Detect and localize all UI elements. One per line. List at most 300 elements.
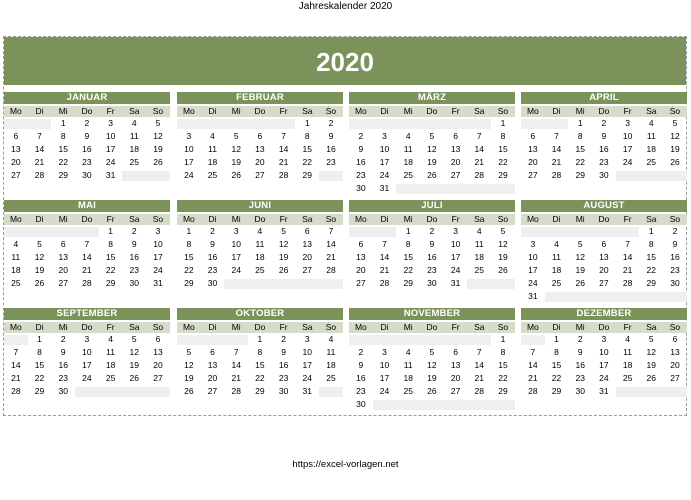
day-cell: 15 — [58, 144, 68, 154]
week-row — [177, 143, 343, 156]
day-cell: 7 — [625, 239, 630, 249]
day-cell: 11 — [129, 131, 139, 141]
day-cell: 20 — [207, 373, 218, 383]
day-cell: 22 — [302, 157, 313, 167]
week-row — [521, 333, 687, 346]
day-cell: 15 — [575, 144, 585, 154]
day-cell: 18 — [326, 360, 336, 370]
day-cell: 12 — [427, 144, 437, 154]
day-cell: 11 — [208, 144, 217, 154]
empty-day-cell — [545, 119, 569, 129]
empty-day-cell — [420, 335, 444, 345]
day-cell: 19 — [34, 265, 45, 275]
day-cell: 22 — [403, 265, 413, 275]
empty-day-cell — [444, 119, 468, 129]
day-cell: 18 — [646, 144, 657, 154]
day-cell: 1 — [405, 226, 411, 236]
day-cell: 7 — [476, 131, 482, 141]
day-cell: 25 — [129, 157, 140, 167]
day-cell: 29 — [646, 278, 657, 288]
weekday-header-row — [521, 322, 687, 333]
empty-day-cell — [75, 387, 99, 397]
day-cell: 27 — [599, 278, 609, 288]
day-cell: 2 — [577, 334, 583, 344]
day-cell: 4 — [131, 118, 137, 128]
day-cell: 7 — [554, 131, 559, 141]
week-row — [4, 130, 170, 143]
day-cell: 21 — [231, 373, 241, 383]
week-row — [521, 130, 687, 143]
empty-day-cell — [491, 400, 515, 410]
empty-day-cell — [122, 387, 146, 397]
day-cell: 4 — [108, 334, 113, 344]
week-row — [521, 169, 687, 182]
weekday-label: Fr — [99, 106, 123, 117]
day-cell: 15 — [105, 252, 116, 262]
day-cell: 18 — [255, 252, 265, 262]
weekday-label: Sa — [467, 322, 491, 333]
day-cell: 12 — [427, 360, 437, 370]
empty-day-cell — [639, 171, 663, 181]
day-cell: 18 — [474, 252, 485, 262]
day-cell: 25 — [255, 265, 265, 275]
month-block — [349, 92, 515, 195]
weekday-label: Mo — [349, 322, 373, 333]
month-name: MAI — [4, 200, 170, 212]
empty-day-cell — [122, 171, 146, 181]
day-cell: 29 — [34, 386, 45, 396]
day-cell: 21 — [551, 157, 562, 167]
day-cell: 25 — [403, 170, 413, 180]
day-cell: 30 — [599, 170, 609, 180]
day-cell: 15 — [498, 360, 508, 370]
empty-day-cell — [396, 335, 420, 345]
day-cell: 26 — [34, 278, 45, 288]
day-cell: 24 — [450, 265, 461, 275]
empty-day-cell — [248, 119, 272, 129]
weekday-label: Di — [201, 106, 225, 117]
day-cell: 10 — [599, 347, 609, 357]
empty-day-cell — [373, 119, 397, 129]
day-cell: 22 — [34, 373, 45, 383]
day-cell: 10 — [528, 252, 538, 262]
empty-day-cell — [248, 279, 272, 289]
week-row — [177, 130, 343, 143]
day-cell: 17 — [105, 144, 116, 154]
weekday-label: Di — [201, 322, 225, 333]
day-cell: 20 — [528, 157, 538, 167]
day-cell: 12 — [231, 144, 241, 154]
week-row — [4, 333, 170, 346]
day-cell: 21 — [528, 373, 538, 383]
weekday-label: So — [319, 106, 343, 117]
empty-day-cell — [177, 335, 201, 345]
empty-day-cell — [99, 387, 123, 397]
day-cell: 9 — [210, 239, 215, 249]
day-cell: 31 — [599, 386, 609, 396]
weekday-label: Di — [373, 322, 397, 333]
weekday-label: Di — [545, 322, 569, 333]
empty-day-cell — [521, 227, 545, 237]
weekday-label: Di — [28, 214, 52, 225]
day-cell: 7 — [37, 131, 42, 141]
week-row — [177, 264, 343, 277]
day-cell: 9 — [281, 347, 286, 357]
day-cell: 27 — [153, 373, 163, 383]
day-cell: 2 — [672, 226, 678, 236]
empty-day-cell — [616, 292, 640, 302]
day-cell: 4 — [257, 226, 263, 236]
day-cell: 11 — [403, 144, 413, 154]
empty-day-cell — [420, 184, 444, 194]
empty-day-cell — [272, 279, 296, 289]
day-cell: 24 — [82, 373, 92, 383]
month-block — [349, 308, 515, 411]
month-name: AUGUST — [521, 200, 687, 212]
month-block — [521, 92, 687, 182]
day-cell: 4 — [405, 347, 411, 357]
day-cell: 24 — [599, 373, 609, 383]
empty-day-cell — [491, 184, 515, 194]
day-cell: 1 — [60, 118, 66, 128]
week-row — [177, 169, 343, 182]
day-cell: 1 — [257, 334, 263, 344]
empty-day-cell — [616, 171, 640, 181]
empty-day-cell — [75, 227, 99, 237]
weekday-label: Do — [592, 322, 616, 333]
day-cell: 17 — [450, 252, 461, 262]
day-cell: 31 — [528, 291, 538, 301]
empty-day-cell — [224, 119, 248, 129]
weekday-label: Di — [545, 106, 569, 117]
day-cell: 29 — [58, 170, 68, 180]
week-row — [177, 372, 343, 385]
week-row — [349, 385, 515, 398]
empty-day-cell — [4, 119, 28, 129]
weekday-header-row — [4, 106, 170, 117]
day-cell: 14 — [474, 360, 485, 370]
week-row — [349, 130, 515, 143]
day-cell: 23 — [356, 386, 366, 396]
weekday-label: Do — [248, 322, 272, 333]
month-name: JANUAR — [4, 92, 170, 104]
week-row — [521, 117, 687, 130]
day-cell: 20 — [670, 360, 680, 370]
day-cell: 5 — [281, 226, 286, 236]
empty-day-cell — [51, 227, 75, 237]
weekday-label: Mi — [568, 214, 592, 225]
weekday-label: So — [663, 322, 687, 333]
month-name: DEZEMBER — [521, 308, 687, 320]
empty-day-cell — [349, 227, 373, 237]
empty-day-cell — [4, 227, 28, 237]
day-cell: 17 — [82, 360, 92, 370]
day-cell: 21 — [326, 252, 336, 262]
day-cell: 10 — [450, 239, 461, 249]
empty-day-cell — [28, 119, 52, 129]
day-cell: 8 — [108, 239, 113, 249]
day-cell: 17 — [302, 360, 313, 370]
day-cell: 17 — [379, 157, 390, 167]
day-cell: 8 — [304, 131, 310, 141]
empty-day-cell — [521, 335, 545, 345]
day-cell: 27 — [670, 373, 680, 383]
weekday-label: Mo — [177, 214, 201, 225]
day-cell: 10 — [379, 360, 390, 370]
week-row — [521, 264, 687, 277]
day-cell: 29 — [551, 386, 562, 396]
empty-day-cell — [4, 335, 28, 345]
day-cell: 12 — [129, 347, 140, 357]
day-cell: 10 — [82, 347, 92, 357]
day-cell: 2 — [358, 131, 364, 141]
day-cell: 12 — [278, 239, 289, 249]
day-cell: 12 — [153, 131, 163, 141]
day-cell: 23 — [82, 157, 92, 167]
day-cell: 14 — [82, 252, 92, 262]
day-cell: 6 — [257, 131, 263, 141]
day-cell: 25 — [403, 386, 413, 396]
day-cell: 13 — [599, 252, 609, 262]
day-cell: 2 — [60, 334, 66, 344]
day-cell: 3 — [304, 334, 310, 344]
day-cell: 26 — [231, 170, 241, 180]
day-cell: 6 — [13, 131, 19, 141]
day-cell: 28 — [379, 278, 390, 288]
day-cell: 15 — [302, 144, 313, 154]
day-cell: 31 — [379, 183, 390, 193]
day-cell: 26 — [670, 157, 680, 167]
day-cell: 26 — [129, 373, 140, 383]
day-cell: 27 — [450, 170, 461, 180]
month-block — [177, 200, 343, 290]
weekday-label: So — [491, 322, 515, 333]
day-cell: 2 — [84, 118, 90, 128]
empty-day-cell — [639, 387, 663, 397]
day-cell: 28 — [551, 170, 562, 180]
day-cell: 17 — [379, 373, 390, 383]
weekday-label: Fr — [272, 322, 296, 333]
day-cell: 17 — [599, 360, 609, 370]
day-cell: 10 — [231, 239, 241, 249]
day-cell: 13 — [528, 144, 538, 154]
day-cell: 5 — [672, 118, 678, 128]
day-cell: 14 — [326, 239, 336, 249]
day-cell: 8 — [500, 347, 506, 357]
day-cell: 8 — [186, 239, 192, 249]
day-cell: 7 — [328, 226, 334, 236]
empty-day-cell — [420, 400, 444, 410]
day-cell: 11 — [474, 239, 484, 249]
day-cell: 12 — [34, 252, 45, 262]
day-cell: 21 — [82, 265, 92, 275]
day-cell: 28 — [82, 278, 92, 288]
day-cell: 26 — [427, 170, 437, 180]
week-row — [4, 251, 170, 264]
empty-day-cell — [467, 119, 491, 129]
day-cell: 16 — [278, 360, 289, 370]
day-cell: 19 — [184, 373, 194, 383]
day-cell: 23 — [356, 170, 366, 180]
day-cell: 15 — [551, 360, 562, 370]
day-cell: 16 — [82, 144, 92, 154]
month-block — [349, 200, 515, 290]
empty-day-cell — [373, 335, 397, 345]
empty-day-cell — [616, 387, 640, 397]
day-cell: 6 — [453, 131, 458, 141]
day-cell: 6 — [358, 239, 364, 249]
week-row — [349, 117, 515, 130]
week-row — [4, 143, 170, 156]
week-row — [349, 333, 515, 346]
weekday-header-row — [521, 106, 687, 117]
day-cell: 29 — [255, 386, 265, 396]
year-banner: 2020 — [4, 37, 686, 85]
month-block — [521, 200, 687, 303]
day-cell: 1 — [304, 118, 310, 128]
day-cell: 31 — [105, 170, 116, 180]
day-cell: 24 — [184, 170, 194, 180]
day-cell: 19 — [427, 157, 437, 167]
day-cell: 3 — [108, 118, 113, 128]
day-cell: 17 — [622, 144, 633, 154]
week-row — [349, 372, 515, 385]
day-cell: 13 — [255, 144, 265, 154]
day-cell: 2 — [131, 226, 137, 236]
weekday-label: Do — [248, 214, 272, 225]
empty-day-cell — [616, 227, 640, 237]
weekday-label: So — [146, 214, 170, 225]
day-cell: 16 — [129, 252, 140, 262]
weekday-label: Mi — [51, 106, 75, 117]
day-cell: 29 — [403, 278, 413, 288]
week-row — [4, 238, 170, 251]
day-cell: 20 — [302, 252, 313, 262]
day-cell: 21 — [34, 157, 45, 167]
day-cell: 14 — [622, 252, 633, 262]
empty-day-cell — [349, 119, 373, 129]
day-cell: 18 — [11, 265, 21, 275]
weekday-label: Fr — [616, 106, 640, 117]
day-cell: 23 — [427, 265, 437, 275]
day-cell: 7 — [233, 347, 239, 357]
day-cell: 6 — [60, 239, 66, 249]
weekday-label: Fr — [99, 214, 123, 225]
day-cell: 2 — [429, 226, 435, 236]
day-cell: 17 — [153, 252, 163, 262]
day-cell: 8 — [554, 347, 559, 357]
day-cell: 26 — [646, 373, 657, 383]
weekday-label: Mi — [396, 322, 420, 333]
empty-day-cell — [224, 335, 248, 345]
day-cell: 30 — [356, 183, 366, 193]
week-row — [4, 385, 170, 398]
weekday-label: Mo — [177, 106, 201, 117]
day-cell: 22 — [105, 265, 116, 275]
day-cell: 17 — [184, 157, 194, 167]
day-cell: 30 — [670, 278, 680, 288]
day-cell: 8 — [405, 239, 411, 249]
day-cell: 9 — [672, 239, 678, 249]
day-cell: 2 — [358, 347, 364, 357]
day-cell: 28 — [622, 278, 633, 288]
day-cell: 7 — [84, 239, 90, 249]
day-cell: 11 — [11, 252, 21, 262]
day-cell: 24 — [153, 265, 163, 275]
day-cell: 4 — [13, 239, 19, 249]
day-cell: 25 — [474, 265, 485, 275]
weekday-header-row — [521, 214, 687, 225]
month-name: OKTOBER — [177, 308, 343, 320]
day-cell: 28 — [474, 386, 485, 396]
month-block — [4, 308, 170, 398]
day-cell: 12 — [575, 252, 585, 262]
day-cell: 4 — [328, 334, 334, 344]
week-row — [4, 277, 170, 290]
day-cell: 15 — [34, 360, 45, 370]
month-block — [4, 200, 170, 290]
week-row — [177, 277, 343, 290]
week-row — [4, 372, 170, 385]
day-cell: 11 — [106, 347, 115, 357]
weekday-label: Mi — [396, 214, 420, 225]
week-row — [177, 346, 343, 359]
month-name: MÄRZ — [349, 92, 515, 104]
weekday-label: Do — [592, 214, 616, 225]
day-cell: 18 — [403, 373, 413, 383]
day-cell: 15 — [403, 252, 413, 262]
week-row — [4, 117, 170, 130]
day-cell: 31 — [450, 278, 461, 288]
day-cell: 8 — [500, 131, 506, 141]
day-cell: 21 — [278, 157, 289, 167]
day-cell: 24 — [379, 386, 390, 396]
day-cell: 13 — [670, 347, 680, 357]
day-cell: 30 — [356, 399, 366, 409]
day-cell: 26 — [278, 265, 289, 275]
day-cell: 16 — [356, 373, 366, 383]
day-cell: 20 — [599, 265, 609, 275]
weekday-label: Do — [420, 322, 444, 333]
empty-day-cell — [373, 400, 397, 410]
empty-day-cell — [396, 400, 420, 410]
day-cell: 25 — [105, 373, 116, 383]
day-cell: 15 — [646, 252, 657, 262]
day-cell: 9 — [358, 144, 364, 154]
day-cell: 25 — [326, 373, 336, 383]
footer-url[interactable]: https://excel-vorlagen.net — [292, 459, 399, 470]
weekday-label: Di — [545, 214, 569, 225]
weekday-label: Do — [75, 322, 99, 333]
day-cell: 14 — [11, 360, 21, 370]
day-cell: 29 — [498, 170, 508, 180]
empty-day-cell — [592, 292, 616, 302]
day-cell: 13 — [450, 144, 461, 154]
day-cell: 11 — [552, 252, 561, 262]
day-cell: 31 — [302, 386, 313, 396]
week-row — [177, 251, 343, 264]
day-cell: 12 — [646, 347, 657, 357]
week-row — [349, 251, 515, 264]
day-cell: 7 — [281, 131, 286, 141]
weekday-label: Sa — [122, 214, 146, 225]
week-row — [177, 156, 343, 169]
day-cell: 22 — [255, 373, 265, 383]
day-cell: 11 — [623, 347, 632, 357]
day-cell: 28 — [11, 386, 21, 396]
day-cell: 8 — [60, 131, 66, 141]
day-cell: 19 — [427, 373, 437, 383]
